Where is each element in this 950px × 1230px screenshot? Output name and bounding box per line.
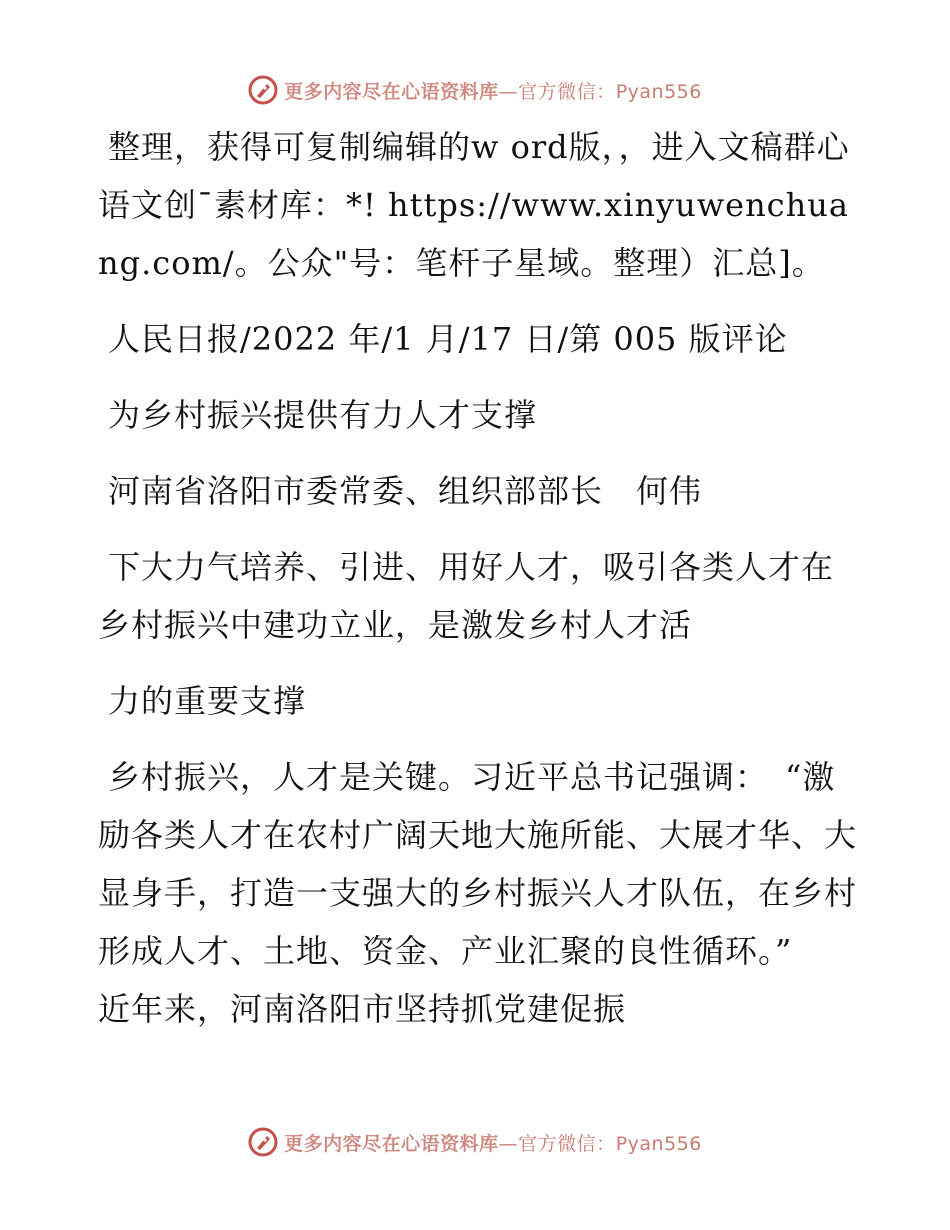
footer-brand: 更多内容尽在心语资料库: [284, 1132, 499, 1155]
article-title: 为乡村振兴提供有力人才支撑: [108, 396, 538, 434]
header-wechat-label: 官方微信：: [518, 80, 616, 103]
header-dash: —: [498, 80, 519, 103]
source-line: 人民日报/2022 年/1 月/17 日/第 005 版评论: [108, 320, 788, 358]
footer-wechat-id: Pyan556: [615, 1132, 702, 1155]
document-body: [98, 118, 858, 1056]
pen-nib-logo-icon: [248, 75, 278, 105]
footer-dash: —: [498, 1132, 519, 1155]
header-banner-text: [284, 77, 702, 104]
header-wechat-id: Pyan556: [615, 80, 702, 103]
header-banner: [0, 72, 950, 108]
footer-banner: [0, 1124, 950, 1160]
author-line: 河南省洛阳市委常委、组织部部长 何伟: [108, 472, 703, 510]
body-paragraph: 乡村振兴，人才是关键。习近平总书记强调： “激励各类人才在农村广阔天地大施所能、大展才华、大显身手，打造一支强大的乡村振兴人才队伍，在乡村形成人才、土地、资金、产业汇聚的良性循环。” 近年来，河南洛阳市坚持抓党建促振: [98, 758, 858, 1028]
header-brand: 更多内容尽在心语资料库: [284, 80, 499, 103]
footer-wechat-label: 官方微信：: [518, 1132, 616, 1155]
footer-banner-text: [284, 1129, 702, 1156]
summary-continuation: 力的重要支撑: [108, 682, 307, 720]
pen-nib-logo-icon: [248, 1127, 278, 1157]
intro-paragraph: 整理，获得可复制编辑的w ord版，，进入文稿群心语文创¯素材库：*! https://www.xinyuwenchuang.com/。公众"号：笔杆子星域。整理）汇总]。: [98, 128, 850, 282]
summary-paragraph: 下大力气培养、引进、用好人才，吸引各类人才在乡村振兴中建功立业，是激发乡村人才活: [98, 548, 835, 644]
